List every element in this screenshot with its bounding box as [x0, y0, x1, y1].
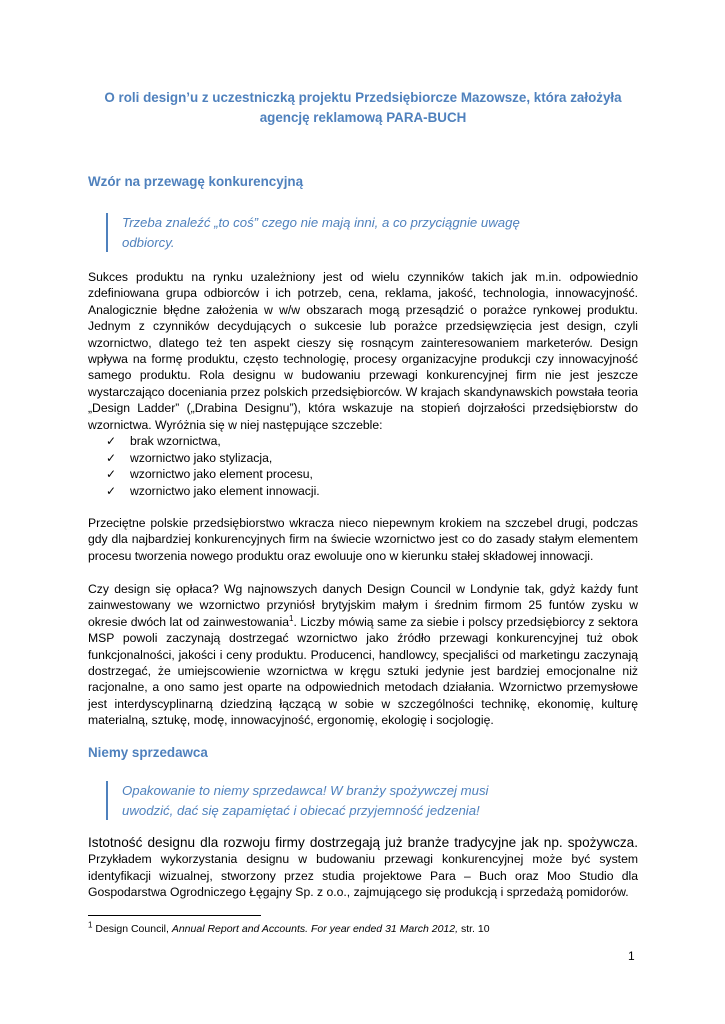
list-item: ✓ brak wzornictwa,: [106, 434, 221, 448]
list-item: ✓ wzornictwo jako element procesu,: [106, 467, 313, 481]
checkmark-icon: ✓: [106, 467, 117, 481]
page-number: 1: [628, 949, 635, 963]
paragraph-4: Istotność designu dla rozwoju firmy dostrzegają już branże tradycyjne jak np. spożywcza. Przykładem wykorzystania designu w budowaniu przewagi konkurencyjnej może być system identyfikacji wizualnej, stworzony przez studia projektowe Para – Buch oraz Moo Studio dla Gospodarstwa Ogrodniczego Łęgajny Sp. z o.o., zajmującego się produkcją i sprzedażą pomidorów.: [88, 835, 638, 900]
checkmark-icon: ✓: [106, 483, 117, 498]
footnote-reference: 1: [288, 613, 294, 623]
list-item: ✓ wzornictwo jako stylizacja,: [106, 450, 273, 465]
footnote: $^1$ Design Council, Annual Report and Accounts. For year ended 31 March 2012, str. 10: [88, 920, 490, 935]
paragraph-3: Czy design się opłaca? Wg najnowszych danych Design Council w Londynie tak, gdyż każdy funt zainwestowany we wzornictwo przyniósł brytyjskim małym i średnim firmom 25 funtów zysku w okresie dwóch lat od zainwestowania$^1$. Liczby mówią same za siebie i polscy przedsiębiorcy z sektora MSP powoli zaczynają dostrzegać wzornictwo jako źródło przewagi konkurencyjnej tuż obok funkcjonalności, jakości i ceny produktu. Producenci, handlowcy, specjaliści od marketingu zaczynają dostrzegać, że umiejscowienie wzornictwa w kręgu sztuki jedynie jest bardziej emocjonalne niż racjonalne, a ono samo jest oparte na odpowiednich metodach działania. Wzornictwo przemysłowe jest interdyscyplinarną dziedziną łączącą w sobie w szczególności technikę, ekonomię, kulturę materialną, sztukę, modę, innowacyjność, ergonomię, ekologię i socjologię.: [88, 582, 638, 728]
document-title: O roli design’u z uczestniczką projektu Przedsiębiorcze Mazowsze, która założyła agencję reklamową PARA-BUCH: [104, 90, 622, 125]
pull-quote-2: Opakowanie to niemy sprzedawca! W branży spożywczej musi uwodzić, dać się zapamiętać i obiecać przyjemność jedzenia!: [106, 781, 522, 820]
checkmark-icon: ✓: [106, 434, 117, 448]
design-ladder-list: [106, 433, 320, 499]
footnote-divider: [88, 915, 261, 916]
list-item: ✓ wzornictwo jako element innowacji.: [106, 483, 320, 498]
section-heading-silent-salesman: Niemy sprzedawca: [88, 745, 208, 760]
paragraph-2: Przeciętne polskie przedsiębiorstwo wkracza nieco niepewnym krokiem na szczebel drugi, podczas gdy dla najbardziej konkurencyjnych firm na świecie wzornictwo jest co do zasady stałym elementem procesu tworzenia nowego produktu oraz ewoluuje ono w kierunku stałej składowej innowacji.: [88, 516, 638, 563]
paragraph-1: Sukces produktu na rynku uzależniony jest od wielu czynników takich jak m.in. odpowiednio zdefiniowana grupa odbiorców i ich potrzeb, cena, reklama, jakość, technologia, innowacyjność. Analogicznie błędne założenia w w/w obszarach mogą przesądzić o porażce rynkowej produktu. Jednym z czynników decydujących o sukcesie lub porażce przedsięwzięcia jest design, czyli wzornictwo, dlatego też ten aspekt cieszy się rosnącym zainteresowaniem marketerów. Design wpływa na formę produktu, często technologię, procesy organizacyjne produkcji czy innowacyjność samego produktu. Rola designu w budowaniu przewagi konkurencyjnej firm nie jest jeszcze wystarczająco doceniania przez polskich przedsiębiorców. W krajach skandynawskich powstała teoria „Design Ladder” („Drabina Designu”), która wskazuje na stopień dojrzałości przedsiębiorstw do wzornictwa. Wyróżnia się w niej następujące szczeble:: [88, 270, 638, 432]
section-heading-competitive-advantage: Wzór na przewagę konkurencyjną: [88, 174, 304, 189]
checkmark-icon: ✓: [106, 450, 117, 465]
pull-quote-1: Trzeba znaleźć „to coś” czego nie mają inni, a co przyciągnie uwagę odbiorcy.: [106, 213, 552, 252]
